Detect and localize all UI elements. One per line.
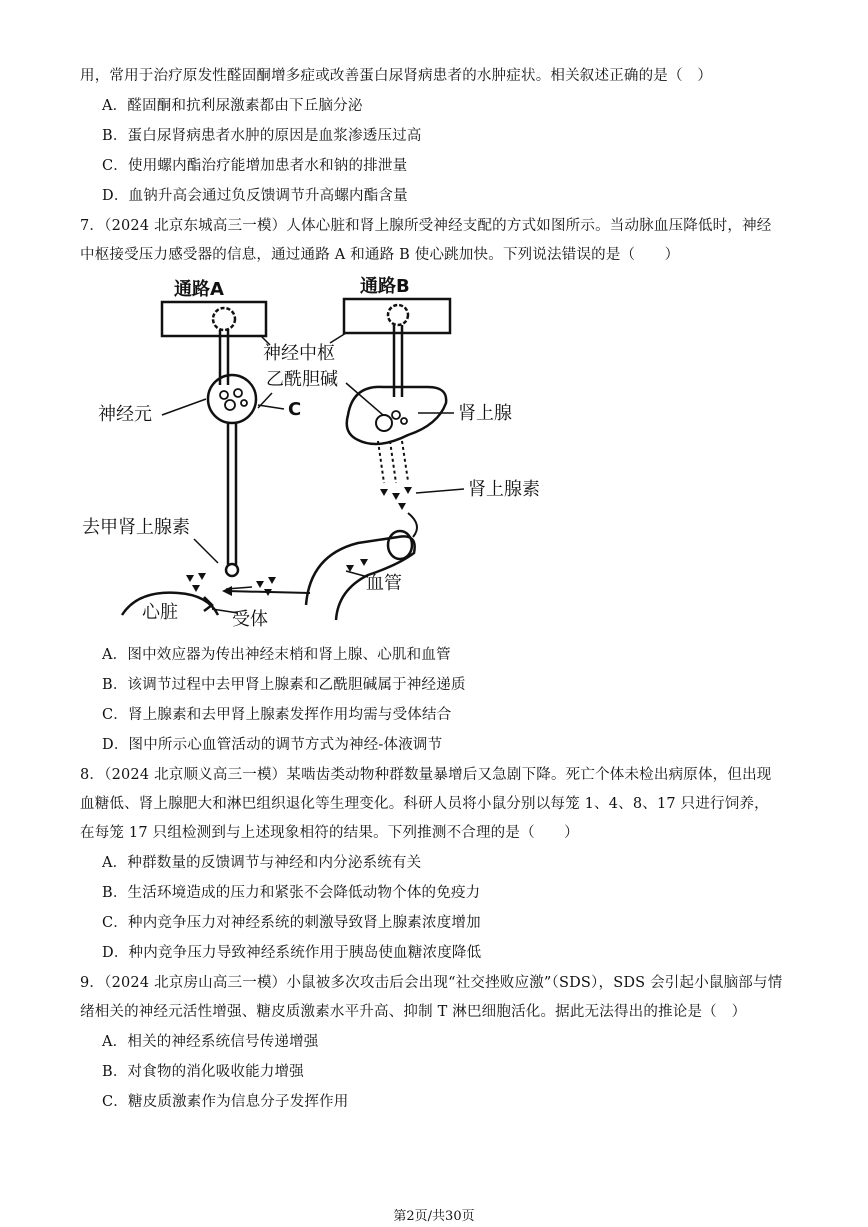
q8-stem-line3: 在每笼 17 只组检测到与上述现象相符的结果。下列推测不合理的是（ ） [80,825,579,841]
q7-figure [78,275,578,635]
neuron-b-soma [388,305,408,325]
label-vessel: 血管 [366,573,402,594]
q9-stem-line2: 绪相关的神经元活性增强、糖皮质激素水平升高、抑制 T 淋巴细胞活化。据此无法得出的推论是（ ） [80,1004,747,1020]
adrenal-gland [347,387,446,444]
label-path-a: 通路A [174,279,224,300]
q9-option-a: A．相关的神经系统信号传递增强 [102,1034,319,1050]
label-receptor: 受体 [232,609,268,630]
postganglionic-axon [228,423,236,565]
epinephrine-molecules [380,487,412,510]
q6-stem-tail: 用，常用于治疗原发性醛固酮增多症或改善蛋白尿肾病患者的水肿症状。相关叙述正确的是（ ） [80,68,713,84]
q7-option-d: D．图中所示心血管活动的调节方式为神经-体液调节 [102,737,443,753]
q8-option-d: D．种内竞争压力导致神经系统作用于胰岛使血糖浓度降低 [102,945,482,961]
label-adrenal: 肾上腺 [458,403,512,424]
q6-option-a: A．醛固酮和抗利尿激素都由下丘脑分泌 [102,98,363,114]
label-norepinephrine: 去甲肾上腺素 [82,517,190,538]
q6-option-d: D．血钠升高会通过负反馈调节升高螺内酯含量 [102,188,408,204]
neuron-a-soma [213,308,235,330]
q7-stem-line2: 中枢接受压力感受器的信息，通过通路 A 和通路 B 使心跳加快。下列说法错误的是（ ） [80,247,680,263]
label-heart: 心脏 [142,602,178,623]
label-acetylcholine: 乙酰胆碱 [266,369,338,390]
q7-option-a: A．图中效应器为传出神经末梢和肾上腺、心肌和血管 [102,647,451,663]
q8-option-a: A．种群数量的反馈调节与神经和内分泌系统有关 [102,855,422,871]
q8-stem-line1: 8．（2024 北京顺义高三一模）某啮齿类动物种群数量暴增后又急剧下降。死亡个体未检出病原体，但出现 [80,767,772,783]
label-c: C [288,399,302,420]
q6-option-b: B．蛋白尿肾病患者水肿的原因是血浆渗透压过高 [102,128,422,144]
q7-option-b: B．该调节过程中去甲肾上腺素和乙酰胆碱属于神经递质 [102,677,466,693]
q8-option-b: B．生活环境造成的压力和紧张不会降低动物个体的免疫力 [102,885,481,901]
ganglion-c [208,375,256,423]
label-path-b: 通路B [360,276,410,297]
q7-option-c: C．肾上腺素和去甲肾上腺素发挥作用均需与受体结合 [102,707,452,723]
label-epinephrine: 肾上腺素 [468,479,540,500]
q7-stem-line1: 7．（2024 北京东城高三一模）人体心脏和肾上腺所受神经支配的方式如图所示。当动脉血压降低时，神经 [80,218,772,234]
q9-option-c: C．糖皮质激素作为信息分子发挥作用 [102,1094,349,1110]
q8-stem-line2: 血糖低、肾上腺肥大和淋巴组织退化等生理变化。科研人员将小鼠分别以每笼 1、4、8、17 只进行饲养， [80,796,769,812]
label-neuron: 神经元 [98,404,152,425]
epinephrine-release-arrows [378,441,408,483]
q8-option-c: C．种内竞争压力对神经系统的刺激导致肾上腺素浓度增加 [102,915,481,931]
label-nerve-center: 神经中枢 [263,343,335,364]
q6-option-c: C．使用螺内酯治疗能增加患者水和钠的排泄量 [102,158,408,174]
page-footer: 第2页/共30页 [393,1209,475,1224]
q9-option-b: B．对食物的消化吸收能力增强 [102,1064,304,1080]
q9-stem-line1: 9．（2024 北京房山高三一模）小鼠被多次攻击后会出现“社交挫败应激”（SDS），SDS 会引起小鼠脑部与情 [80,975,783,991]
